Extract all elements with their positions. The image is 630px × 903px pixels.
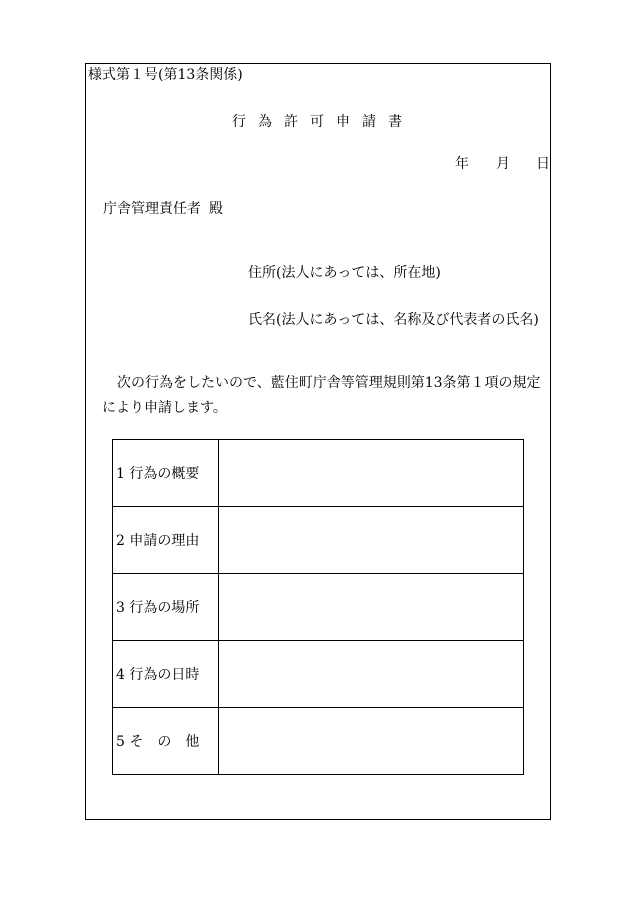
item-value-reason[interactable] — [218, 507, 523, 574]
date-month-label: 月 — [496, 156, 510, 172]
request-statement-line-1: 次の行為をしたいので、藍住町庁舎等管理規則第13条第１項の規定 — [117, 375, 541, 391]
item-label-overview: 1 行為の概要 — [113, 440, 219, 507]
application-items-table — [112, 439, 524, 775]
item-value-overview[interactable] — [218, 440, 523, 507]
date-year-label: 年 — [455, 156, 469, 172]
request-statement-line-2: により申請します。 — [102, 400, 227, 416]
addressee-honorific: 殿 — [209, 201, 223, 217]
item-label-place: 3 行為の場所 — [113, 574, 219, 641]
form-number-label: 様式第１号(第13条関係) — [88, 67, 243, 83]
item-value-place[interactable] — [218, 574, 523, 641]
item-value-datetime[interactable] — [218, 641, 523, 708]
addressee: 庁舎管理責任者 — [103, 201, 201, 217]
item-value-other[interactable] — [218, 708, 523, 775]
table-row — [113, 574, 524, 641]
table-row — [113, 507, 524, 574]
table-row — [113, 708, 524, 775]
table-row — [113, 440, 524, 507]
item-label-other: 5 そ の 他 — [113, 708, 219, 775]
item-label-reason: 2 申請の理由 — [113, 507, 219, 574]
item-label-datetime: 4 行為の日時 — [113, 641, 219, 708]
date-day-label: 日 — [536, 156, 550, 172]
document-title: 行為許可申請書 — [232, 114, 414, 130]
applicant-address-label: 住所(法人にあっては、所在地) — [248, 265, 441, 281]
applicant-name-label: 氏名(法人にあっては、名称及び代表者の氏名) — [248, 312, 539, 328]
table-row — [113, 641, 524, 708]
